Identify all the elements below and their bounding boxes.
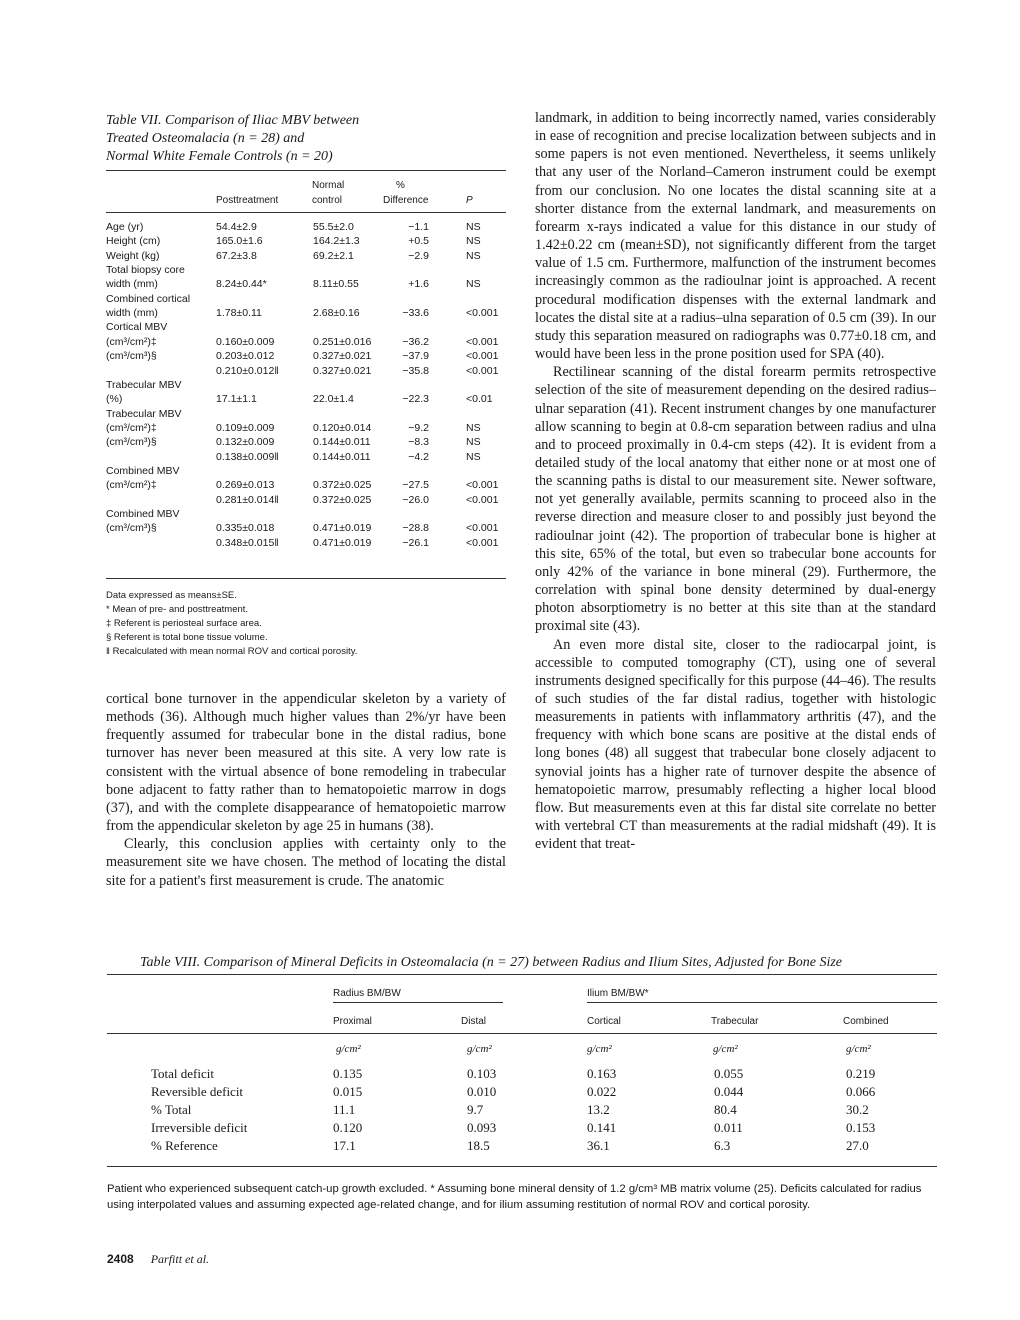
cell-value: 0.010 <box>467 1084 497 1099</box>
normal-control-value: 0.144±0.011 <box>313 436 371 449</box>
posttreatment-value: 1.78±0.11 <box>216 307 262 320</box>
normal-control-value: 0.471±0.019 <box>313 522 372 535</box>
cell-value: 36.1 <box>587 1138 610 1153</box>
table7-caption-line: Table VII. Comparison of Iliac MBV between <box>106 113 360 128</box>
p-value: NS <box>466 235 481 248</box>
p-value: <0.001 <box>466 307 499 320</box>
percent-difference-value: −26.1 <box>402 536 429 549</box>
percent-difference-value: −27.5 <box>402 479 429 492</box>
normal-control-value: 0.327±0.021 <box>313 350 372 363</box>
posttreatment-value: 0.160±0.009 <box>216 335 275 348</box>
table8-bottom-rule <box>107 1166 937 1167</box>
percent-difference-value: −8.3 <box>408 436 429 449</box>
p-value: NS <box>466 436 481 449</box>
cell-value: 0.120 <box>333 1120 363 1135</box>
p-value: NS <box>466 249 481 262</box>
table7-row <box>106 493 506 507</box>
cell-value: 0.153 <box>846 1120 876 1135</box>
table7-row <box>106 292 506 306</box>
posttreatment-value: 67.2±3.8 <box>216 249 257 262</box>
percent-difference-value: −36.2 <box>402 335 429 348</box>
table7-row <box>106 450 506 464</box>
percent-difference-value: −37.9 <box>402 350 429 363</box>
row-label: (cm³/cm³)§ <box>106 350 157 363</box>
posttreatment-value: 0.109±0.009 <box>216 421 275 434</box>
table7-caption-line: Normal White Female Controls (n = 20) <box>106 149 333 164</box>
running-authors: Parfitt et al. <box>150 1252 210 1266</box>
row-label: % Total <box>151 1102 192 1117</box>
normal-control-value: 0.372±0.025 <box>313 493 372 506</box>
cell-value: 80.4 <box>714 1102 737 1117</box>
table7-row <box>106 249 506 263</box>
paragraph: An even more distal site, closer to the radiocarpal joint, is accessible to computed tomography (CT), using one of several instruments designed specifically for this purpose (44–46). The results of such studies of the far distal radius, together with histologic measurements in patients with inflammatory arthritis (47), and the frequency with which bone scans are positive at the distal ends of long bones (48) all suggest that trabecular bone closely adjacent to synovial joints has a higher rate of turnover despite the absence of hematopoietic marrow, presumably reflecting a higher local blood flow. But measurements even at this far distal site correlate no better with vertebral CT than measurements at the radial midshaft (49). It is evident that treat- <box>535 636 936 853</box>
right-column-text <box>535 109 936 853</box>
percent-difference-value: −2.9 <box>408 249 429 262</box>
row-label: Age (yr) <box>106 221 144 233</box>
table7-header-normal: Normal <box>312 180 345 191</box>
table8-row <box>107 1137 937 1155</box>
table7-row <box>106 263 506 277</box>
table8-row <box>107 1083 937 1101</box>
table7-row <box>106 435 506 449</box>
percent-difference-value: −33.6 <box>402 307 429 320</box>
table7-row <box>106 378 506 392</box>
percent-difference-value: −9.2 <box>408 421 429 434</box>
row-label: Height (cm) <box>106 235 161 248</box>
posttreatment-value: 0.132±0.009 <box>216 436 275 449</box>
cell-value: 0.141 <box>587 1120 617 1135</box>
page-footer <box>107 1252 209 1267</box>
percent-difference-value: +1.6 <box>408 278 429 291</box>
cell-value: 27.0 <box>846 1138 869 1153</box>
page-number: 2408 <box>107 1252 134 1266</box>
cell-value: 0.055 <box>714 1066 744 1081</box>
row-label: Irreversible deficit <box>151 1120 248 1135</box>
table7-header-posttreatment: Posttreatment <box>216 195 279 206</box>
table7-header-control: control <box>312 195 343 206</box>
p-value: <0.001 <box>466 335 499 348</box>
p-value: <0.001 <box>466 364 499 377</box>
table7-header-rule <box>106 212 506 213</box>
row-label: (cm³/cm²)‡ <box>106 335 157 348</box>
cell-value: 0.219 <box>846 1066 876 1081</box>
normal-control-value: 22.0±1.4 <box>313 393 354 406</box>
p-value: NS <box>466 278 481 291</box>
p-value: NS <box>466 221 481 233</box>
table8-row <box>107 1119 937 1137</box>
cell-value: 0.011 <box>714 1120 743 1135</box>
normal-control-value: 0.144±0.011 <box>313 450 371 463</box>
table8-subhead-proximal: Proximal <box>333 1016 372 1027</box>
table7-row <box>106 421 506 435</box>
percent-difference-value: −1.1 <box>408 221 429 233</box>
table8-group-radius-rule <box>333 1002 503 1003</box>
cell-value: 9.7 <box>467 1102 484 1117</box>
row-label: (cm³/cm²)‡ <box>106 479 157 492</box>
normal-control-value: 8.11±0.55 <box>313 278 359 291</box>
table7-bottom-rule <box>106 578 506 579</box>
cell-value: 0.135 <box>333 1066 363 1081</box>
table8-subhead-cortical: Cortical <box>587 1016 621 1027</box>
p-value: <0.001 <box>466 479 499 492</box>
table8-unit: g/cm² <box>467 1043 492 1055</box>
p-value: <0.001 <box>466 536 499 549</box>
table7-row <box>106 536 506 550</box>
table7-row <box>106 306 506 320</box>
row-label: Combined MBV <box>106 464 180 477</box>
normal-control-value: 164.2±1.3 <box>313 235 360 248</box>
paragraph: landmark, in addition to being incorrectly named, varies considerably in ease of recognition and precise localization between subjects and in some papers is not even mentioned. Nevertheless, it seems unlikely that any user of the Norland–Cameron instrument could be exempt from our conclusion. No one locates the distal scanning site at a shorter distance from the external landmark, and measurements on forearm x-rays indicated a value for this distance in our study of 1.42±0.22 cm (mean±SD), not significantly different from the target value of 1.5 cm. Furthermore, malfunction of the instrument becomes increasingly common as the radioulnar joint is approached. A recent procedural modification dispenses with the external landmark and locates the distal site at a radius–ulna separation of 0.5 cm (39). In our study this separation measured on radiographs was 0.77±0.18 cm, and would have been less in the prone position used for SPA (40). <box>535 110 936 363</box>
row-label: width (mm) <box>106 278 158 291</box>
cell-value: 0.015 <box>333 1084 363 1099</box>
cell-value: 0.066 <box>846 1084 876 1099</box>
normal-control-value: 0.327±0.021 <box>313 364 372 377</box>
table7-footnote: ‡ Referent is periosteal surface area. <box>106 618 262 629</box>
normal-control-value: 2.68±0.16 <box>313 307 360 320</box>
normal-control-value: 0.471±0.019 <box>313 536 372 549</box>
percent-difference-value: −28.8 <box>402 522 429 535</box>
posttreatment-value: 0.348±0.015‖ <box>216 536 279 549</box>
cell-value: 0.022 <box>587 1084 617 1099</box>
table7-header-p: P <box>466 195 473 206</box>
percent-difference-value: −4.2 <box>408 450 429 463</box>
paragraph: Clearly, this conclusion applies with certainty only to the measurement site we have chosen. The method of locating the distal site for a patient's first measurement is crude. The anatomic <box>106 836 506 889</box>
table7-footnote: * Mean of pre- and posttreatment. <box>106 604 249 615</box>
paragraph: cortical bone turnover in the appendicular skeleton by a variety of methods (36). Although much higher values than 2%/yr have been frequently assumed for trabecular bone in the distal radius, bone turnover has never been measured at this site. A very low rate is consistent with the virtual absence of bone remodeling in trabecular bone adjacent to fatty rather than to hematopoietic marrow in dogs (37), and with the complete disappearance of hematopoietic marrow from the appendicular skeleton by age 25 in humans (38). <box>106 691 506 835</box>
table8-unit: g/cm² <box>587 1043 612 1055</box>
cell-value: 0.044 <box>714 1084 744 1099</box>
table8-subhead-combined: Combined <box>843 1016 889 1027</box>
p-value: NS <box>466 450 481 463</box>
table7-row <box>106 349 506 363</box>
table7-row <box>106 392 506 406</box>
posttreatment-value: 165.0±1.6 <box>216 235 263 248</box>
row-label: % Reference <box>151 1138 218 1153</box>
posttreatment-value: 8.24±0.44* <box>216 278 267 291</box>
row-label: width (mm) <box>106 307 158 320</box>
p-value: <0.001 <box>466 522 499 535</box>
table8-caption: Table VIII. Comparison of Mineral Deficits in Osteomalacia (n = 27) between Radius and Ilium Sites, Adjusted for Bone Size <box>140 955 842 970</box>
row-label: Trabecular MBV <box>106 407 182 420</box>
row-label: (cm³/cm²)‡ <box>106 421 157 434</box>
normal-control-value: 0.372±0.025 <box>313 479 372 492</box>
paragraph: Rectilinear scanning of the distal forearm permits retrospective selection of the site of measurement depending on the desired radius–ulnar separation (41). Recent instrument changes by one manufacturer allow scanning to begin at 0.8-cm separation between radius and ulna and to proceed proximally in 0.4-cm steps (42). It is evident from a detailed study of the local anatomy that either none or at most one of the scanning paths is distal to our measurement site. Newer software, not yet generally available, permits scanning to proceed also in the reverse direction and measure closer to and possibly just beyond the radioulnar joint (42). The proportion of trabecular bone is higher at this site, 65% of the total, but even so trabecular bone accounts for only 42% of the variance in bone mineral (29). Furthermore, the correlation with spinal bone density determined by dual-energy photon absorptiometry is no better at this site than at the standard proximal site (43). <box>535 364 936 635</box>
table8-group-ilium-rule <box>587 1002 937 1003</box>
percent-difference-value: +0.5 <box>408 235 429 248</box>
percent-difference-value: −22.3 <box>402 393 429 406</box>
table7-row <box>106 364 506 378</box>
cell-value: 17.1 <box>333 1138 356 1153</box>
posttreatment-value: 0.138±0.009‖ <box>216 450 279 463</box>
row-label: (cm³/cm³)§ <box>106 522 157 535</box>
posttreatment-value: 0.210±0.012‖ <box>216 364 279 377</box>
table8-subhead-distal: Distal <box>461 1016 487 1027</box>
table8-group-radius: Radius BM/BW <box>333 988 401 999</box>
normal-control-value: 55.5±2.0 <box>313 221 354 233</box>
table7-row <box>106 320 506 334</box>
table7-footnote: § Referent is total bone tissue volume. <box>106 632 268 643</box>
normal-control-value: 0.120±0.014 <box>313 421 372 434</box>
table7-row <box>106 234 506 248</box>
row-label: (cm³/cm³)§ <box>106 436 157 449</box>
row-label: Total biopsy core <box>106 264 185 277</box>
table7-footnote: Data expressed as means±SE. <box>106 590 237 601</box>
cell-value: 18.5 <box>467 1138 490 1153</box>
table7-row <box>106 220 506 234</box>
row-label: (%) <box>106 393 123 406</box>
table7-row <box>106 407 506 421</box>
table8-row <box>107 1101 937 1119</box>
table8-footnotes: Patient who experienced subsequent catch-up growth excluded. * Assuming bone mineral density of 1.2 g/cm³ MB matrix volume (25). Deficits calculated for radius using interpolated values and assuming expected age-related change, and for ilium assuming restitution of normal ROV and cortical porosity. <box>107 1183 922 1211</box>
row-label: Reversible deficit <box>151 1084 244 1099</box>
row-label: Cortical MBV <box>106 321 168 334</box>
table8-subhead-trabecular: Trabecular <box>711 1016 759 1027</box>
posttreatment-value: 54.4±2.9 <box>216 221 257 233</box>
p-value: <0.001 <box>466 493 499 506</box>
row-label: Total deficit <box>151 1066 214 1081</box>
posttreatment-value: 0.335±0.018 <box>216 522 275 535</box>
table7-row <box>106 335 506 349</box>
p-value: <0.01 <box>466 393 493 406</box>
posttreatment-value: 0.281±0.014‖ <box>216 493 279 506</box>
cell-value: 13.2 <box>587 1102 610 1117</box>
table8-row <box>107 1065 937 1083</box>
table7-row <box>106 521 506 535</box>
cell-value: 11.1 <box>333 1102 356 1117</box>
table8-group-ilium: Ilium BM/BW* <box>587 988 649 999</box>
normal-control-value: 69.2±2.1 <box>313 249 354 262</box>
table7-row <box>106 478 506 492</box>
left-column-text <box>106 690 506 890</box>
table7-header-percent: % <box>396 180 405 191</box>
p-value: <0.001 <box>466 350 499 363</box>
cell-value: 0.103 <box>467 1066 497 1081</box>
table8-subhead-rule <box>107 1033 937 1034</box>
posttreatment-value: 0.203±0.012 <box>216 350 275 363</box>
table8-unit: g/cm² <box>846 1043 871 1055</box>
table8-unit: g/cm² <box>336 1043 361 1055</box>
table7-row <box>106 277 506 291</box>
table7-row <box>106 464 506 478</box>
row-label: Combined cortical <box>106 292 191 305</box>
percent-difference-value: −26.0 <box>402 493 429 506</box>
cell-value: 6.3 <box>714 1138 731 1153</box>
cell-value: 30.2 <box>846 1102 869 1117</box>
row-label: Combined MBV <box>106 508 180 520</box>
row-label: Trabecular MBV <box>106 378 182 391</box>
p-value: NS <box>466 421 481 434</box>
table7-footnote: ‖ Recalculated with mean normal ROV and cortical porosity. <box>106 646 358 657</box>
table8-unit: g/cm² <box>713 1043 738 1055</box>
row-label: Weight (kg) <box>106 249 160 262</box>
table7-header-difference: Difference <box>383 195 429 206</box>
posttreatment-value: 17.1±1.1 <box>216 393 257 406</box>
table7-row <box>106 507 506 521</box>
table7-caption <box>106 112 496 166</box>
normal-control-value: 0.251±0.016 <box>313 335 372 348</box>
percent-difference-value: −35.8 <box>402 364 429 377</box>
table7-top-rule <box>106 170 506 171</box>
posttreatment-value: 0.269±0.013 <box>216 479 275 492</box>
table7-footnotes <box>106 589 506 659</box>
table7-caption-line: Treated Osteomalacia (n = 28) and <box>106 131 305 146</box>
cell-value: 0.163 <box>587 1066 617 1081</box>
cell-value: 0.093 <box>467 1120 497 1135</box>
table8-top-rule <box>107 974 937 975</box>
